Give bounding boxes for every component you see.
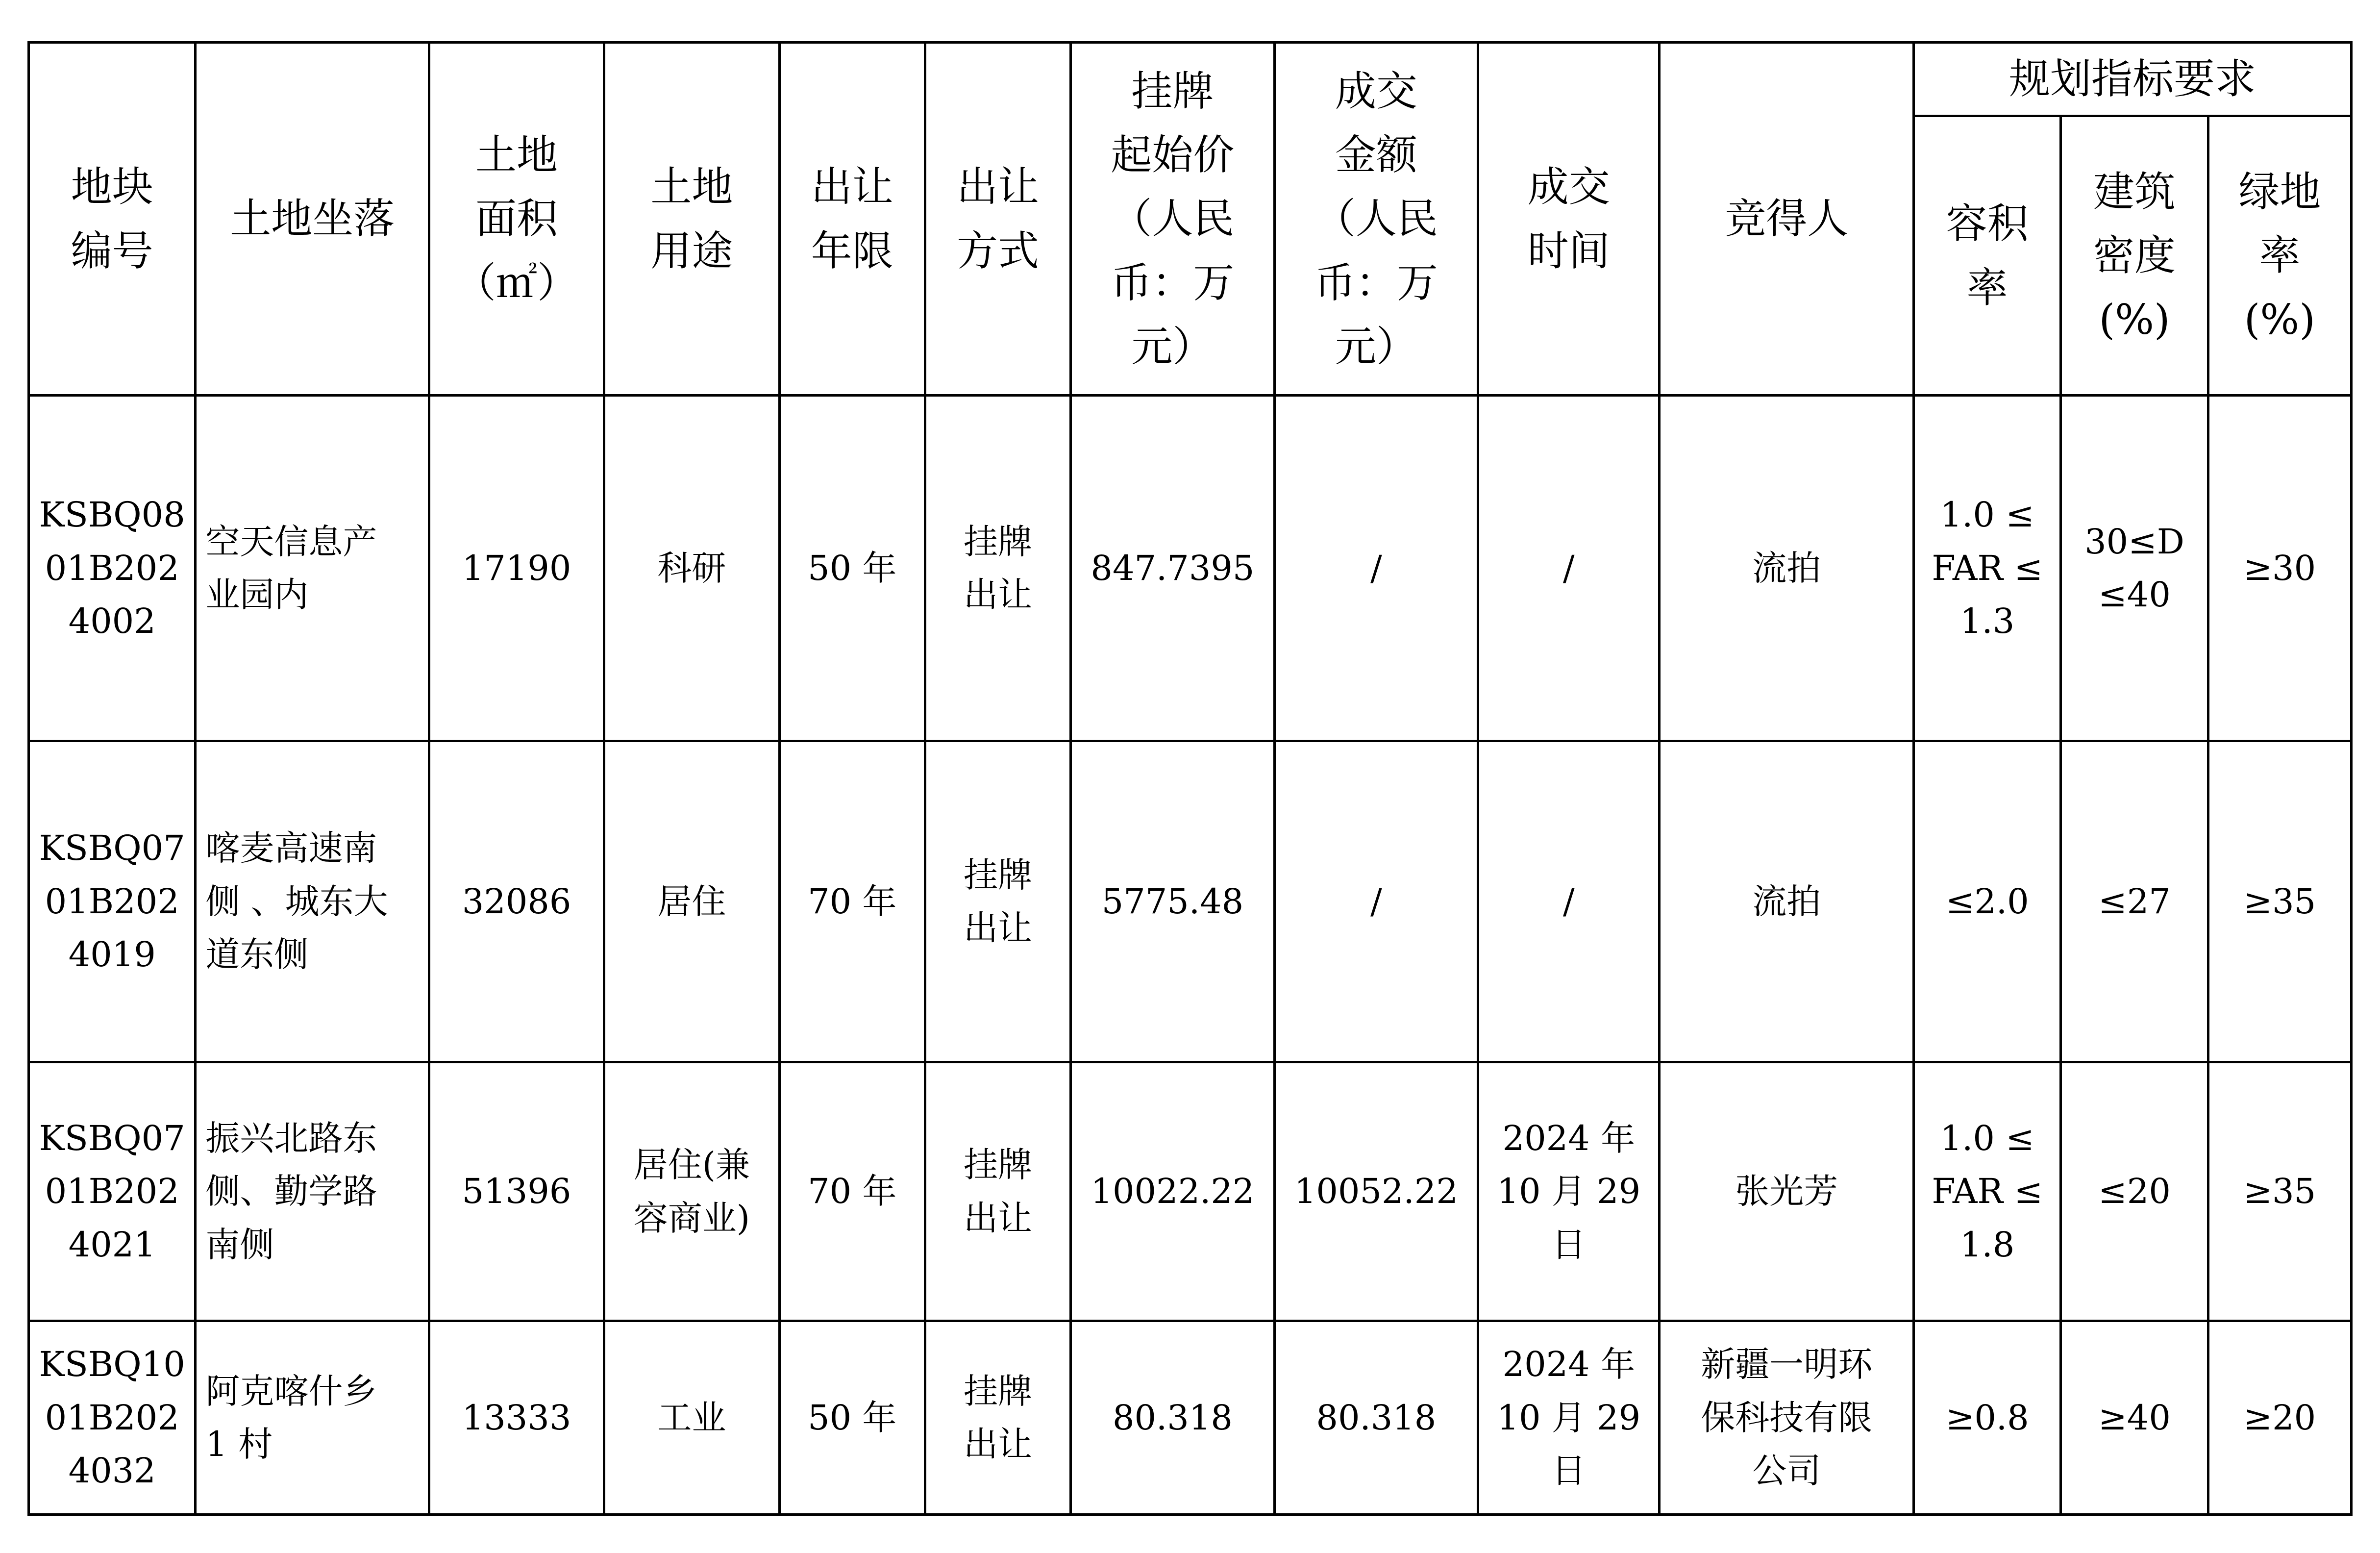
cell-area: 32086 bbox=[429, 741, 604, 1062]
cell-term: 70 年 bbox=[779, 741, 925, 1062]
cell-deal-amount: / bbox=[1274, 741, 1478, 1062]
table-row bbox=[29, 396, 2352, 741]
cell-deal-time: 2024 年 10 月 29 日 bbox=[1478, 1062, 1660, 1321]
header-usage: 土地 用途 bbox=[604, 43, 779, 396]
cell-density: ≤20 bbox=[2061, 1062, 2208, 1321]
cell-far: ≤2.0 bbox=[1914, 741, 2061, 1062]
cell-location: 阿克喀什乡 1 村 bbox=[196, 1321, 429, 1515]
cell-parcel-id: KSBQ10 01B202 4032 bbox=[29, 1321, 196, 1515]
cell-area: 17190 bbox=[429, 396, 604, 741]
cell-green: ≥20 bbox=[2208, 1321, 2351, 1515]
cell-parcel-id: KSBQ07 01B202 4021 bbox=[29, 1062, 196, 1321]
cell-method: 挂牌 出让 bbox=[925, 396, 1070, 741]
cell-usage: 科研 bbox=[604, 396, 779, 741]
table-row bbox=[29, 1321, 2352, 1515]
cell-method: 挂牌 出让 bbox=[925, 1321, 1070, 1515]
cell-far: ≥0.8 bbox=[1914, 1321, 2061, 1515]
cell-location: 振兴北路东 侧、勤学路 南侧 bbox=[196, 1062, 429, 1321]
land-transfer-table bbox=[27, 41, 2353, 1516]
header-row-top bbox=[29, 43, 2352, 116]
cell-start-price: 847.7395 bbox=[1071, 396, 1274, 741]
cell-usage: 工业 bbox=[604, 1321, 779, 1515]
cell-winner: 流拍 bbox=[1660, 396, 1914, 741]
cell-start-price: 5775.48 bbox=[1071, 741, 1274, 1062]
cell-parcel-id: KSBQ07 01B202 4019 bbox=[29, 741, 196, 1062]
cell-term: 50 年 bbox=[779, 1321, 925, 1515]
header-method: 出让 方式 bbox=[925, 43, 1070, 396]
header-winner: 竞得人 bbox=[1660, 43, 1914, 396]
cell-winner: 流拍 bbox=[1660, 741, 1914, 1062]
cell-density: ≥40 bbox=[2061, 1321, 2208, 1515]
cell-start-price: 10022.22 bbox=[1071, 1062, 1274, 1321]
cell-deal-time: 2024 年 10 月 29 日 bbox=[1478, 1321, 1660, 1515]
cell-far: 1.0 ≤ FAR ≤ 1.8 bbox=[1914, 1062, 2061, 1321]
cell-location: 空天信息产 业园内 bbox=[196, 396, 429, 741]
cell-deal-amount: 10052.22 bbox=[1274, 1062, 1478, 1321]
cell-deal-time: / bbox=[1478, 396, 1660, 741]
cell-method: 挂牌 出让 bbox=[925, 1062, 1070, 1321]
table-row bbox=[29, 741, 2352, 1062]
cell-green: ≥30 bbox=[2208, 396, 2351, 741]
header-start-price: 挂牌 起始价 （人民 币：万 元） bbox=[1071, 43, 1274, 396]
cell-far: 1.0 ≤ FAR ≤ 1.3 bbox=[1914, 396, 2061, 741]
header-deal-amount: 成交 金额 （人民 币：万 元） bbox=[1274, 43, 1478, 396]
header-deal-time: 成交 时间 bbox=[1478, 43, 1660, 396]
cell-term: 50 年 bbox=[779, 396, 925, 741]
table-row bbox=[29, 1062, 2352, 1321]
header-far: 容积 率 bbox=[1914, 116, 2061, 396]
cell-term: 70 年 bbox=[779, 1062, 925, 1321]
cell-green: ≥35 bbox=[2208, 741, 2351, 1062]
cell-winner: 张光芳 bbox=[1660, 1062, 1914, 1321]
cell-usage: 居住 bbox=[604, 741, 779, 1062]
cell-location: 喀麦高速南 侧 、城东大 道东侧 bbox=[196, 741, 429, 1062]
cell-usage: 居住(兼 容商业) bbox=[604, 1062, 779, 1321]
cell-start-price: 80.318 bbox=[1071, 1321, 1274, 1515]
header-parcel-id: 地块 编号 bbox=[29, 43, 196, 396]
cell-deal-amount: / bbox=[1274, 396, 1478, 741]
cell-method: 挂牌 出让 bbox=[925, 741, 1070, 1062]
header-term: 出让 年限 bbox=[779, 43, 925, 396]
cell-density: ≤27 bbox=[2061, 741, 2208, 1062]
header-location: 土地坐落 bbox=[196, 43, 429, 396]
cell-deal-amount: 80.318 bbox=[1274, 1321, 1478, 1515]
header-planning-group: 规划指标要求 bbox=[1914, 43, 2352, 116]
cell-area: 51396 bbox=[429, 1062, 604, 1321]
header-density: 建筑 密度 (%) bbox=[2061, 116, 2208, 396]
cell-area: 13333 bbox=[429, 1321, 604, 1515]
cell-parcel-id: KSBQ08 01B202 4002 bbox=[29, 396, 196, 741]
cell-winner: 新疆一明环 保科技有限 公司 bbox=[1660, 1321, 1914, 1515]
cell-density: 30≤D ≤40 bbox=[2061, 396, 2208, 741]
cell-deal-time: / bbox=[1478, 741, 1660, 1062]
header-green: 绿地 率 (%) bbox=[2208, 116, 2351, 396]
header-area: 土地 面积 （㎡） bbox=[429, 43, 604, 396]
cell-green: ≥35 bbox=[2208, 1062, 2351, 1321]
